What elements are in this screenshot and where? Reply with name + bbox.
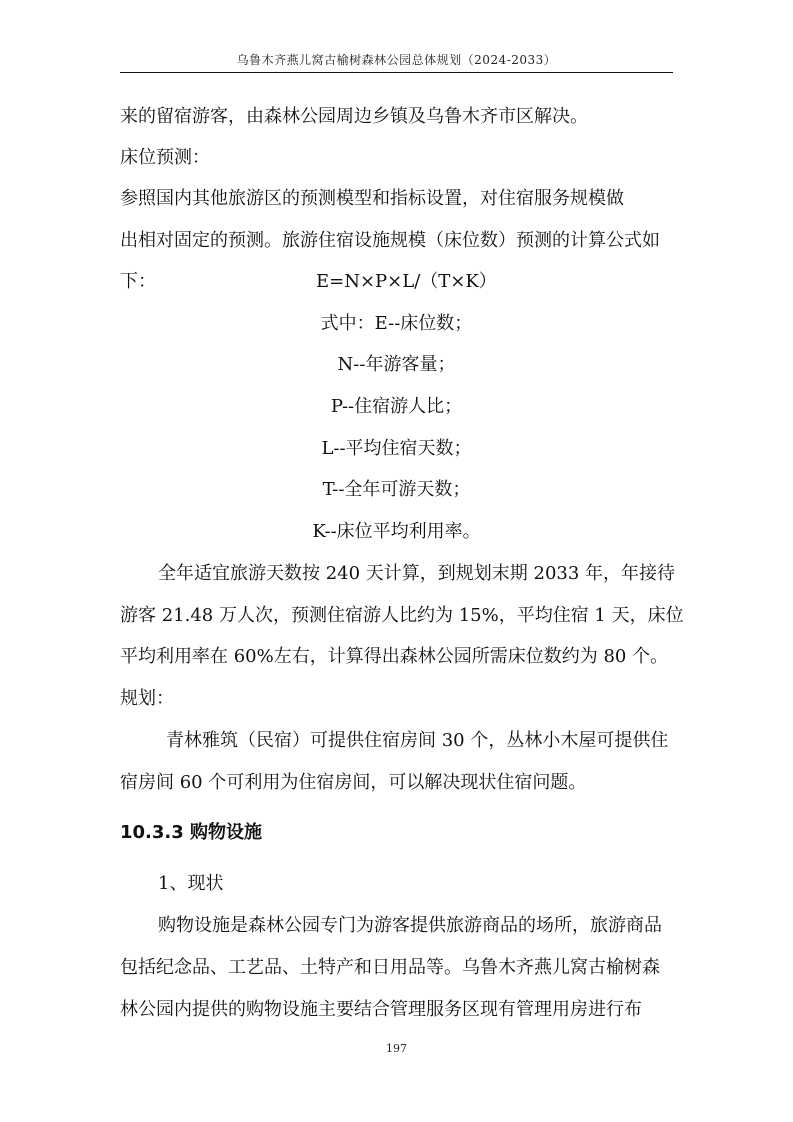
body-line: 宿房间 60 个可利用为住宿房间，可以解决现状住宿问题。 <box>120 772 587 793</box>
body-line: 来的留宿游客，由森林公园周边乡镇及乌鲁木齐市区解决。 <box>120 106 588 127</box>
body-line: 参照国内其他旅游区的预测模型和指标设置，对住宿服务规模做 <box>120 188 624 209</box>
formula: E=N×P×L/（T×K） <box>316 271 497 292</box>
header-divider <box>120 72 673 73</box>
formula-definition-n: N--年游客量； <box>337 354 456 375</box>
body-line: 林公园内提供的购物设施主要结合管理服务区现有管理用房进行布 <box>120 999 642 1020</box>
formula-definition-l: L--平均住宿天数； <box>321 438 472 459</box>
body-line: 包括纪念品、工艺品、土特产和日用品等。乌鲁木齐燕儿窝古榆树森 <box>120 957 660 978</box>
body-line: 规划： <box>120 688 174 709</box>
body-line: 平均利用率在 60%左右，计算得出森林公园所需床位数约为 80 个。 <box>120 646 669 667</box>
body-line: 出相对固定的预测。旅游住宿设施规模（床位数）预测的计算公式如 <box>120 230 660 251</box>
body-line: 游客 21.48 万人次，预测住宿游人比约为 15%，平均住宿 1 天，床位 <box>120 605 684 626</box>
body-line: 购物设施是森林公园专门为游客提供旅游商品的场所，旅游商品 <box>158 915 662 936</box>
formula-definition-t: T--全年可游天数； <box>322 479 471 500</box>
body-line: 全年适宜旅游天数按 240 天计算，到规划末期 2033 年，年接待 <box>158 563 676 584</box>
body-line: 床位预测： <box>120 147 210 168</box>
formula-definition-e: 式中：E--床位数； <box>320 313 473 334</box>
body-line: 下： <box>120 271 156 292</box>
page-number: 197 <box>386 1042 407 1055</box>
formula-definition-k: K--床位平均利用率。 <box>312 521 481 542</box>
body-line: 青林雅筑（民宿）可提供住宿房间 30 个，丛林小木屋可提供住 <box>166 730 669 751</box>
section-heading: 10.3.3 购物设施 <box>120 822 263 843</box>
body-line: 1、现状 <box>158 873 224 894</box>
formula-definition-p: P--住宿游人比； <box>330 396 463 417</box>
page-header-title: 乌鲁木齐燕儿窝古榆树森林公园总体规划（2024-2033） <box>236 53 557 67</box>
